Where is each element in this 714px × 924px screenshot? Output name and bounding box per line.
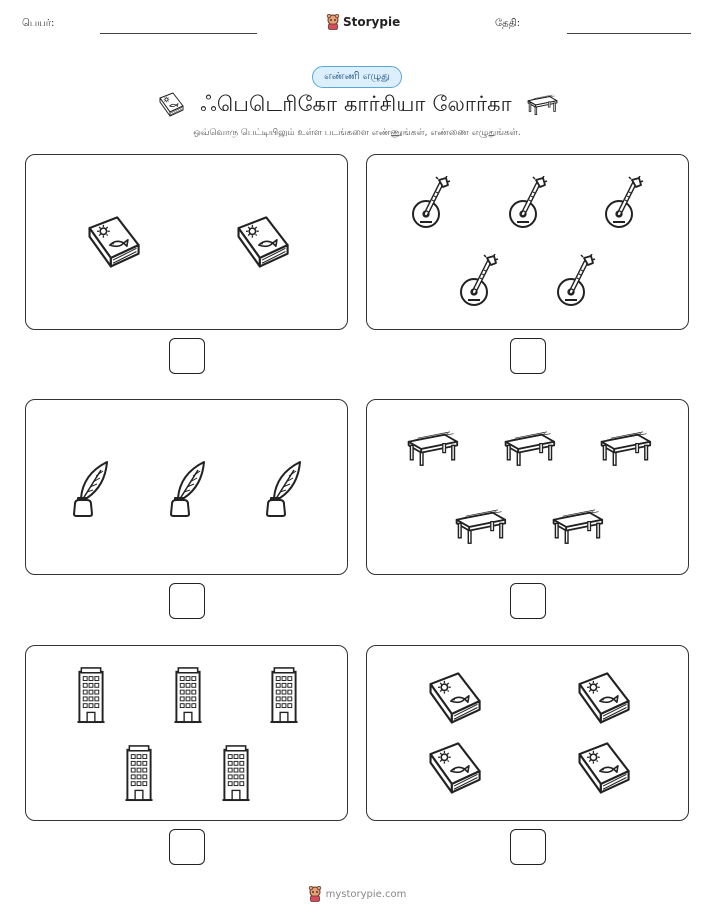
count-panel (25, 154, 348, 330)
mandolin-icon (460, 254, 500, 310)
answer-box[interactable] (510, 583, 546, 619)
quill-inkpot-icon (168, 457, 208, 519)
count-panel (25, 399, 348, 575)
mascot-icon (308, 886, 322, 902)
answer-box[interactable] (169, 583, 205, 619)
table-icon (526, 94, 558, 116)
mandolin-icon (605, 176, 645, 232)
brand-name: Storypie (343, 15, 401, 29)
book-icon (156, 91, 186, 119)
brand-logo (326, 14, 400, 30)
count-panel (366, 399, 689, 575)
count-panel (366, 645, 689, 821)
table-icon (452, 509, 508, 545)
name-label: பெயர்: (22, 18, 55, 29)
mandolin-icon (509, 176, 549, 232)
answer-box[interactable] (169, 829, 205, 865)
footer (0, 886, 714, 902)
building-icon (123, 744, 155, 802)
answer-box[interactable] (510, 338, 546, 374)
answer-box[interactable] (169, 338, 205, 374)
building-icon (172, 666, 204, 724)
date-line[interactable] (567, 33, 691, 34)
answer-box[interactable] (510, 829, 546, 865)
footer-url: mystorypie.com (325, 888, 407, 900)
building-icon (220, 744, 252, 802)
table-icon (404, 431, 460, 467)
table-icon (549, 509, 605, 545)
book-icon (571, 739, 635, 799)
mandolin-icon (412, 176, 452, 232)
instructions: ஒவ்வொரு பெட்டியிலும் உள்ள படங்களை எண்ணுங்கள், எண்ணை எழுதுங்கள். (193, 128, 521, 138)
name-line[interactable] (100, 33, 257, 34)
book-icon (571, 669, 635, 729)
table-icon (597, 431, 653, 467)
building-icon (75, 666, 107, 724)
table-icon (501, 431, 557, 467)
quill-inkpot-icon (264, 457, 304, 519)
book-icon (81, 213, 145, 273)
book-icon (230, 213, 294, 273)
mandolin-icon (557, 254, 597, 310)
page-title: ஃபெடெரிகோ கார்சியா லோர்கா (200, 91, 512, 116)
book-icon (422, 739, 486, 799)
mascot-icon (326, 14, 340, 30)
count-panel (366, 154, 689, 330)
activity-badge: எண்ணி எழுது (312, 66, 402, 88)
building-icon (268, 666, 300, 724)
quill-inkpot-icon (71, 457, 111, 519)
book-icon (422, 669, 486, 729)
date-label: தேதி: (495, 18, 521, 29)
title-row (0, 88, 714, 122)
count-panel (25, 645, 348, 821)
